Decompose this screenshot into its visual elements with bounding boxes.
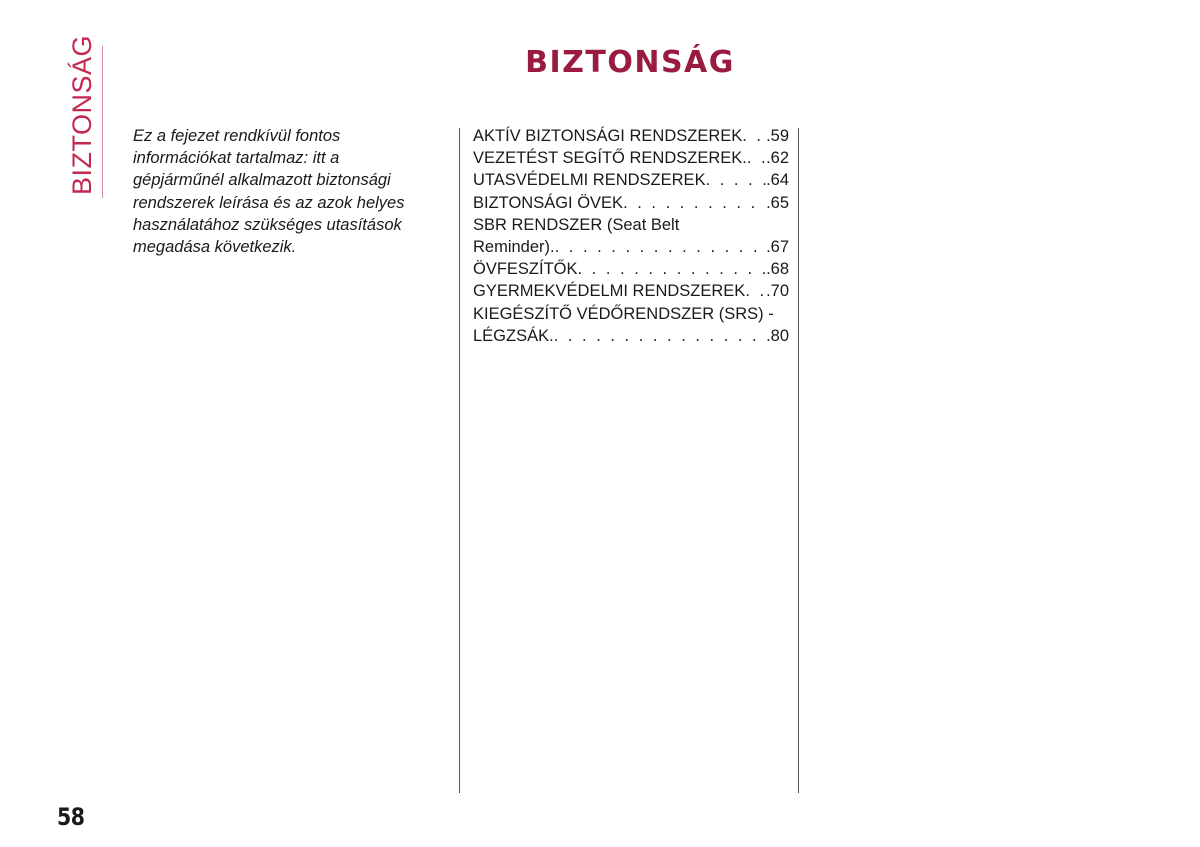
toc-leader	[623, 192, 766, 214]
toc-label: Reminder).	[473, 237, 555, 256]
toc-label: LÉGZSÁK.	[473, 326, 554, 345]
toc-page: .67	[766, 237, 789, 256]
toc-entry-ovfeszitok[interactable]	[473, 258, 789, 280]
toc-label: ÖVFESZÍTŐK	[473, 260, 578, 279]
toc-leader	[747, 147, 766, 169]
page-number: 58	[57, 803, 85, 831]
toc-entry-aktiv[interactable]	[473, 125, 789, 147]
toc-page: .59	[766, 127, 789, 145]
toc-label: VEZETÉST SEGÍTŐ RENDSZEREK.	[473, 149, 747, 168]
toc-leader	[554, 325, 766, 347]
side-divider	[102, 46, 103, 198]
toc-entry-srs-line2[interactable]	[473, 325, 789, 347]
toc-entry-vezetest[interactable]	[473, 147, 789, 169]
toc-page: .70	[766, 282, 789, 301]
toc-label: BIZTONSÁGI ÖVEK	[473, 193, 624, 212]
toc-page: .80	[766, 326, 789, 345]
toc-leader	[745, 280, 766, 302]
toc-label: UTASVÉDELMI RENDSZEREK	[473, 171, 706, 190]
toc-label: AKTÍV BIZTONSÁGI RENDSZEREK	[473, 127, 743, 145]
toc-entry-sbr-line1[interactable]	[473, 214, 789, 236]
toc-page: .68	[766, 260, 789, 279]
toc-page: .64	[766, 171, 789, 190]
toc-page: .65	[766, 193, 789, 212]
intro-paragraph: Ez a fejezet rendkívül fontos információkat tartalmaz: itt a gépjárműnél alkalmazott biztonsági rendszerek leírása és az azok helyes használatához szükséges utasítások megadása következik.	[133, 127, 405, 257]
column-divider-left	[459, 128, 460, 793]
toc-leader	[742, 125, 766, 147]
toc-entry-biztonsagi-ovek[interactable]	[473, 192, 789, 214]
toc-entry-utasvedelmi[interactable]	[473, 169, 789, 191]
chapter-title: BIZTONSÁG	[525, 45, 735, 80]
table-of-contents	[473, 125, 789, 347]
side-chapter-title: BIZTONSÁG	[67, 34, 97, 195]
toc-label: KIEGÉSZÍTŐ VÉDŐRENDSZER (SRS) -	[473, 304, 774, 323]
toc-page: .62	[766, 149, 789, 168]
toc-leader	[706, 169, 766, 191]
toc-label: SBR RENDSZER (Seat Belt	[473, 215, 680, 234]
toc-label: GYERMEKVÉDELMI RENDSZEREK	[473, 282, 746, 301]
toc-entry-sbr-line2[interactable]	[473, 236, 789, 258]
toc-leader	[578, 258, 767, 280]
toc-entry-gyermekvedelmi[interactable]	[473, 280, 789, 302]
toc-entry-srs-line1[interactable]	[473, 303, 789, 325]
column-divider-right	[798, 128, 799, 793]
toc-leader	[555, 236, 766, 258]
